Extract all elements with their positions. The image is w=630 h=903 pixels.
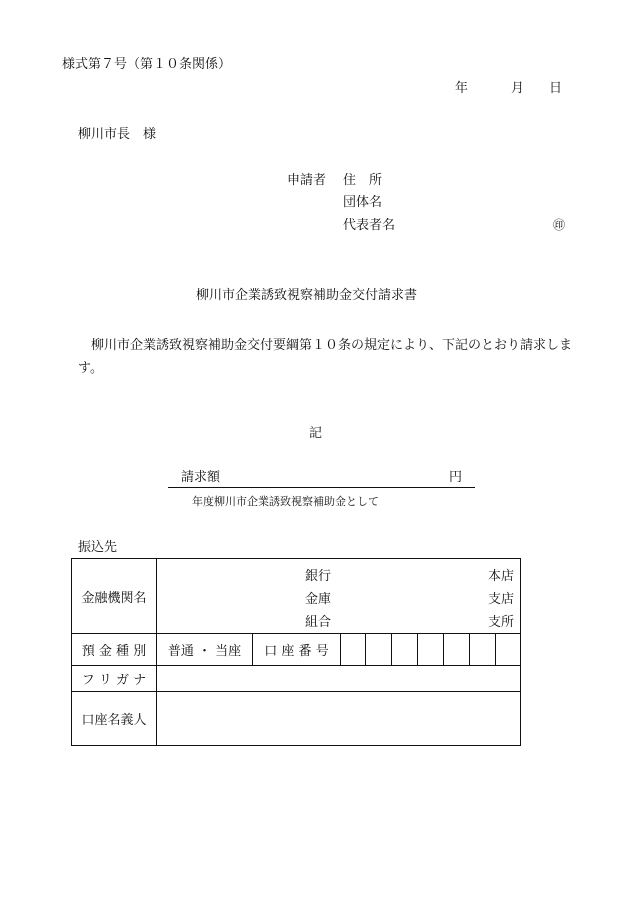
address-label: 住 所 <box>343 173 383 188</box>
group-name-label: 団体名 <box>343 195 383 210</box>
furigana-label: フ リ ガ ナ <box>72 666 157 692</box>
ki-heading: 記 <box>309 426 323 441</box>
institution-name-label: 金融機関名 <box>72 559 157 634</box>
body-text: 柳川市企業誘致視察補助金交付要綱第１０条の規定により、下記のとおり請求します。 <box>78 338 573 376</box>
account-holder-label: 口座名義人 <box>72 692 157 746</box>
addressee: 柳川市長 様 <box>78 127 157 142</box>
claim-amount-label: 請求額 <box>181 470 221 485</box>
kumiai-label: 組合 <box>305 615 332 630</box>
sub-branch-label: 支所 <box>488 615 515 630</box>
representative-label: 代表者名 <box>343 218 396 233</box>
head-office-label: 本店 <box>488 569 515 584</box>
transfer-destination-label: 振込先 <box>78 540 118 555</box>
deposit-type-options: 普通 ・ 当座 <box>157 634 253 666</box>
date-year: 年 <box>455 81 469 96</box>
date-month: 月 <box>511 81 525 96</box>
claim-note: 年度柳川市企業誘致視察補助金として <box>192 495 379 508</box>
account-digit-cell <box>341 634 366 666</box>
date-day: 日 <box>549 81 563 96</box>
institution-name-cell <box>157 559 521 634</box>
account-number-label: 口 座 番 号 <box>253 634 341 666</box>
form-number: 様式第７号（第１０条関係） <box>62 57 232 72</box>
shinkin-label: 金庫 <box>305 592 332 607</box>
seal-mark: ㊞ <box>553 218 566 232</box>
account-digit-cell <box>392 634 418 666</box>
branch-label: 支店 <box>488 592 515 607</box>
applicant-label: 申請者 <box>287 173 327 188</box>
account-digit-cell <box>444 634 470 666</box>
account-digit-cell <box>418 634 444 666</box>
account-digit-cell <box>496 634 521 666</box>
deposit-type-label: 預 金 種 別 <box>72 634 157 666</box>
account-digit-cell <box>366 634 392 666</box>
yen-unit: 円 <box>449 470 463 485</box>
document-title: 柳川市企業誘致視察補助金交付請求書 <box>196 288 418 303</box>
claim-amount-line <box>168 471 475 488</box>
account-digit-cell <box>470 634 496 666</box>
bank-account-table <box>71 558 521 746</box>
date-line <box>455 82 562 95</box>
bank-label: 銀行 <box>305 569 332 584</box>
furigana-cell <box>157 666 521 692</box>
account-holder-cell <box>157 692 521 746</box>
